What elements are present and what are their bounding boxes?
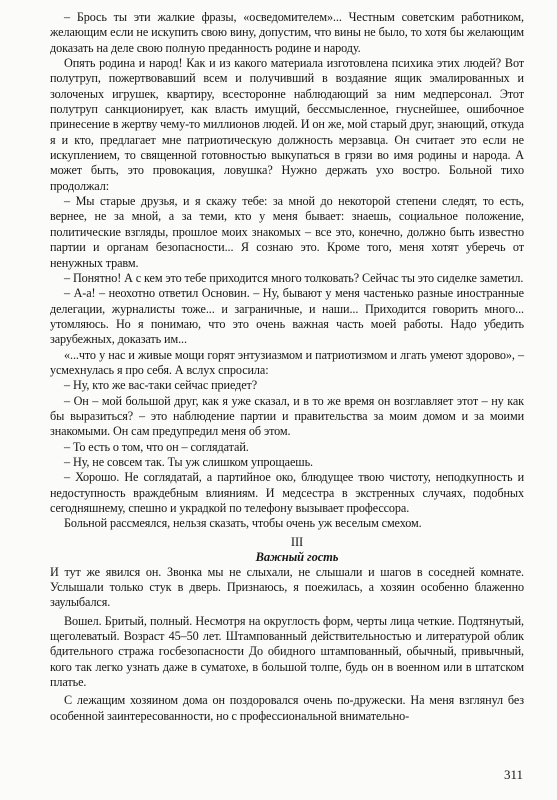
paragraph: – Ну, не совсем так. Ты уж слишком упрощаешь. [64,454,313,469]
page-number: 311 [503,767,523,782]
paragraph: – А-а! – неохотно ответил Основин. – Ну, бывают у меня частенько разные иностранные делегации, журналисты тоже... и заграничные, и наши... Приходится говорить много... утомляюсь. Но я понимаю, что это очень важная часть моей работы. Надо убедить зарубежных, доказать им... [50,286,524,347]
body-text [50,10,524,724]
chapter-title: Важный гость [255,549,339,564]
paragraph: – Ну, кто же вас-таки сейчас приедет? [64,378,258,393]
paragraph: – Он – мой большой друг, как я уже сказал, и в то же время он возглавляет этот – ну как бы выразиться? – это наблюдение партии и правительства за моим домом и за моими знакомыми. Он сам предупредил меня об этом. [50,393,524,439]
paragraph: Вошел. Бритый, полный. Несмотря на округлость форм, черты лица четкие. Подтянутый, щеголеватый. Возраст 45–50 лет. Штампованный действительностью и литературой облик бдительного стража госбезопасности До обидного штампованный, обычный, привычный, кого так легко узнать даже в суматохе, в большой толпе, будь он в военном или в штатском платье. [50,613,524,690]
paragraph: – Хорошо. Не соглядатай, а партийное око, блюдущее твою чистоту, неподкупность и недоступность враждебным влияниям. И медсестра в экстренных случаях, подобных сегодняшнему, спешно и украдкой по телефону вызывает профессора. [50,470,524,515]
paragraph: «...что у нас и живые мощи горят энтузиазмом и патриотизмом и лгать умеют здорово», – усмехнулась я про себя. А вслух спросила: [50,347,524,377]
paragraph: И тут же явился он. Звонка мы не слыхали, не слышали и шагов в соседней комнате. Услышали только стук в дверь. Признаюсь, я поежилась, а хозяин особенно блаженно заулыбался. [50,564,524,610]
paragraph: – То есть о том, что он – соглядатай. [64,439,249,454]
paragraph: Опять родина и народ! Как и из какого материала изготовлена психика этих людей? Вот полутруп, пожертвовавший всем и получивший в воздаяние ящик эмалированных и золоченых игрушек, квартиру, всесторонне наблюдающий за ним медперсонал. Этот полутруп санкционирует, как власть имущий, бессмысленное, гнуснейшее, ошибочное принесение в жертву чему-то миллионов людей. И он же, мой старый друг, знающий, откуда я и кто, предлагает мне патриотическую должность мерзавца. Он считает это если не искуплением, то священной готовностью выкупаться в грязи во имя родины и народа. А может быть, это провокация, ловушка? Нужно держать ухо востро. Больной тихо продолжал: [50,56,524,193]
chapter-number: III [290,534,304,549]
paragraph: – Мы старые друзья, и я скажу тебе: за мной до некоторой степени следят, то есть, вернее, не за мной, а за теми, кто у меня бывает: знаешь, социальное положение, политические взгляды, прошлое моих знакомых – все это, конечно, должно быть известно партии и органам безопасности... Я сознаю это. Кроме того, меня хотят уберечь от ненужных травм. [50,194,524,270]
paragraph: – Брось ты эти жалкие фразы, «осведомителем»... Честным советским работником, желающим если не искупить свою вину, допустим, что вины не было, то хотя бы желающим доказать на деле свою полную преданность родине и народу. [50,10,524,55]
paragraph: Больной рассмеялся, нельзя сказать, чтобы очень уж веселым смехом. [64,516,422,531]
paragraph: – Понятно! А с кем это тебе приходится много толковать? Сейчас ты это сиделке заметил. [64,270,524,285]
paragraph: С лежащим хозяином дома он поздоровался очень по-дружески. На меня взглянул без особенной заинтересованности, но с профессиональной внимательно- [50,693,524,723]
